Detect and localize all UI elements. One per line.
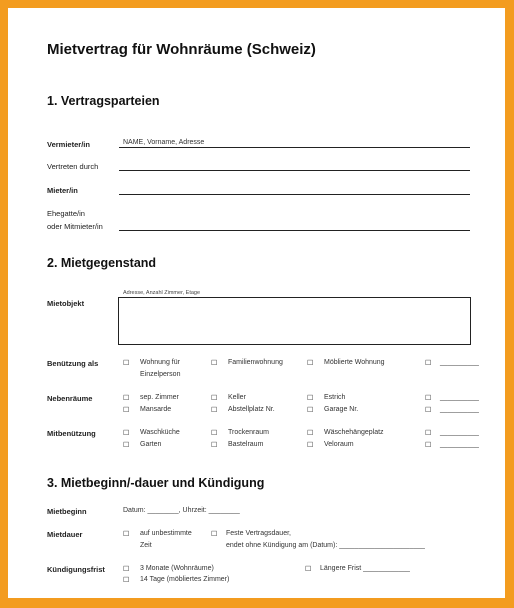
checkbox[interactable]: ☐ — [211, 360, 218, 367]
checkbox[interactable]: ☐ — [123, 442, 130, 449]
option-label: 14 Tage (möbliertes Zimmer) — [140, 576, 230, 583]
vertreten-label: Vertreten durch — [47, 162, 99, 171]
checkbox[interactable]: ☐ — [123, 407, 130, 414]
checkbox[interactable]: ☐ — [123, 395, 130, 402]
option-label[interactable]: Längere Frist ____________ — [320, 565, 410, 572]
vermieter-placeholder: NAME, Vorname, Adresse — [123, 139, 205, 146]
option-label: Keller — [228, 394, 246, 401]
kuendigungsfrist-label: Kündigungsfrist — [47, 565, 105, 574]
checkbox[interactable]: ☐ — [211, 442, 218, 449]
checkbox[interactable]: ☐ — [211, 407, 218, 414]
option-label: Waschküche — [140, 429, 180, 436]
checkbox[interactable]: ☐ — [307, 360, 314, 367]
option-blank[interactable]: __________ — [440, 406, 479, 413]
checkbox[interactable]: ☐ — [211, 531, 218, 538]
checkbox[interactable]: ☐ — [211, 395, 218, 402]
mieter-label: Mieter/in — [47, 186, 78, 195]
option-label: Estrich — [324, 394, 346, 401]
vermieter-field[interactable] — [119, 147, 470, 148]
vermieter-label: Vermieter/in — [47, 140, 90, 149]
option-blank[interactable]: __________ — [440, 359, 479, 366]
nebenraeume-label: Nebenräume — [47, 394, 93, 403]
checkbox[interactable]: ☐ — [123, 360, 130, 367]
section-heading-mietbeginn: 3. Mietbeginn/-dauer und Kündigung — [47, 476, 265, 490]
mietbeginn-field[interactable]: Datum: ________, Uhrzeit: ________ — [123, 507, 240, 514]
document-page — [8, 8, 505, 598]
option-label: Abstellplatz Nr. — [228, 406, 275, 413]
checkbox[interactable]: ☐ — [305, 566, 312, 573]
checkbox[interactable]: ☐ — [425, 407, 432, 414]
option-label: Einzelperson — [140, 371, 181, 378]
option-label[interactable]: endet ohne Kündigung am (Datum): ______________________ — [226, 542, 425, 549]
mitmieter-label: oder Mitmieter/in — [47, 222, 103, 231]
option-label: 3 Monate (Wohnräume) — [140, 565, 214, 572]
checkbox[interactable]: ☐ — [425, 395, 432, 402]
option-label: Familienwohnung — [228, 359, 283, 366]
option-label: Bastelraum — [228, 441, 264, 448]
option-label: Mansarde — [140, 406, 172, 413]
mietbeginn-label: Mietbeginn — [47, 507, 87, 516]
ehegatte-field[interactable] — [119, 230, 470, 231]
option-label: sep. Zimmer — [140, 394, 179, 401]
option-label: Trockenraum — [228, 429, 269, 436]
option-blank[interactable]: __________ — [440, 394, 479, 401]
checkbox[interactable]: ☐ — [425, 430, 432, 437]
checkbox[interactable]: ☐ — [307, 442, 314, 449]
benuetzung-label: Benützung als — [47, 359, 99, 368]
checkbox[interactable]: ☐ — [123, 531, 130, 538]
checkbox[interactable]: ☐ — [211, 430, 218, 437]
option-label: Wäschehängeplatz — [324, 429, 384, 436]
mietobjekt-hint: Adresse, Anzahl Zimmer, Etage — [123, 290, 201, 296]
mieter-field[interactable] — [119, 194, 470, 195]
ehegatte-label: Ehegatte/in — [47, 209, 85, 218]
checkbox[interactable]: ☐ — [307, 430, 314, 437]
mietobjekt-field[interactable] — [118, 297, 471, 345]
option-label: Garage Nr. — [324, 406, 359, 413]
option-blank[interactable]: __________ — [440, 441, 479, 448]
checkbox[interactable]: ☐ — [307, 395, 314, 402]
section-heading-mietgegenstand: 2. Mietgegenstand — [47, 256, 157, 270]
option-label: Feste Vertragsdauer, — [226, 530, 291, 537]
vertreten-field[interactable] — [119, 170, 470, 171]
checkbox[interactable]: ☐ — [123, 430, 130, 437]
checkbox[interactable]: ☐ — [123, 566, 130, 573]
document-title: Mietvertrag für Wohnräume (Schweiz) — [47, 41, 316, 58]
option-blank[interactable]: __________ — [440, 429, 479, 436]
option-label: Möblierte Wohnung — [324, 359, 385, 366]
option-label: Wohnung für — [140, 359, 180, 366]
checkbox[interactable]: ☐ — [425, 360, 432, 367]
option-label: auf unbestimmte — [140, 530, 192, 537]
option-label: Veloraum — [324, 441, 354, 448]
checkbox[interactable]: ☐ — [425, 442, 432, 449]
mietdauer-label: Mietdauer — [47, 530, 83, 539]
checkbox[interactable]: ☐ — [123, 577, 130, 584]
section-heading-parteien: 1. Vertragsparteien — [47, 94, 160, 108]
checkbox[interactable]: ☐ — [307, 407, 314, 414]
mitbenuetzung-label: Mitbenützung — [47, 429, 96, 438]
mietobjekt-label: Mietobjekt — [47, 299, 85, 308]
option-label: Garten — [140, 441, 162, 448]
option-label: Zeit — [140, 542, 152, 549]
